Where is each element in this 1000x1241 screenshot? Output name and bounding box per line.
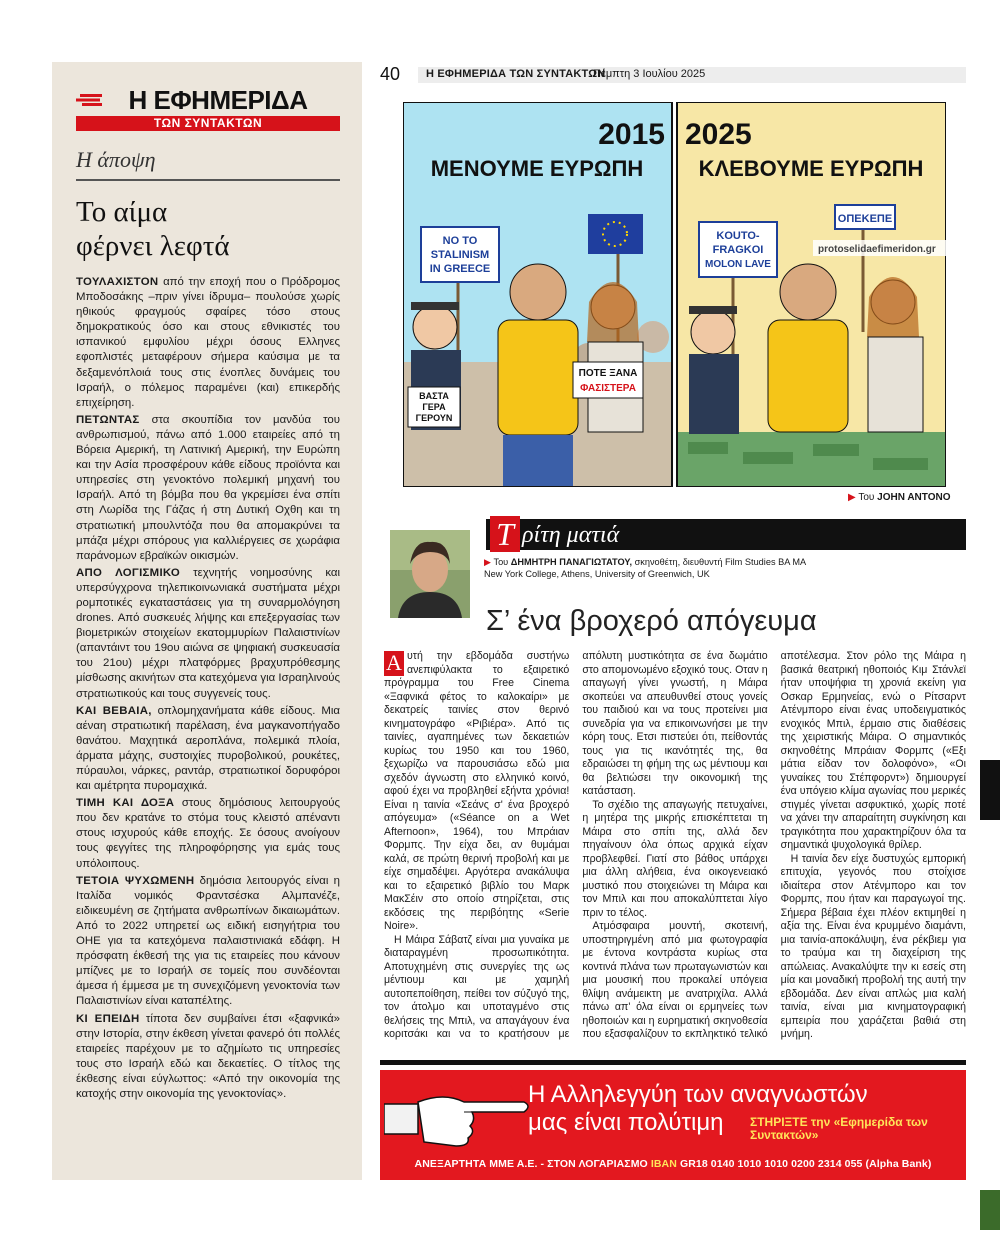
hat	[689, 306, 737, 314]
sign-text: ΓΕΡΟΥΝ	[415, 413, 453, 423]
page-number: 40	[380, 64, 401, 84]
paper-name: Η ΕΦΗΜΕΡΙΔΑ ΤΩΝ ΣΥΝΤΑΚΤΩΝ	[426, 68, 606, 80]
banknote	[813, 444, 859, 456]
old-man-figure	[413, 305, 457, 349]
paragraph-text: στους δημόσιους λειτουργούς που δεν κρατάνε το στόμα τους κλειστό απέναντι στους ισχυρούς κάθε εποχής. Σε όσους ανοίγουν τους φεγγίτες της πληροφόρησης για εμάς τους υπόλοιπους.	[76, 797, 341, 870]
paragraph-text: υτή την εβδομάδα συστήνω ανεπιφύλακτα το εξαιρετικό πρόγραμμα του Free Cinema «Ξαφνικά φέτος το καλοκαίρι» με δεκατρείς ταινίες στον θερινό κινηματογράφο «Ριβιέρα». Από τις ταινίες, αγαπημένες των δεκαετιών κυρίως του 1950 και του 1960, ξεχωρίζω να παρουσιάσω εδώ μια σχεδόν άγνωστη στο ελληνικό κοινό, αφού έχει να προβληθεί εξήντα χρόνια! Είναι η ταινία «Σεάνς σ' ένα βροχερό απόγευμα» («Séance on a Wet Afternoon», 1964), του Μπράιαν Φορμπς. Την είχα δει, αν θυμάμαι καλά, σε πρώτη θερινή προβολή και με είχε σημαδέψει. Αργότερα ανακάλυψα και το εξαιρετικό βιβλίο του Μαρκ ΜακΣέιν στο οποίο στηρίζεται, στις εκδόσεις της περιβόητης «Serie Noire».	[384, 650, 570, 932]
opinion-paragraph	[76, 704, 340, 795]
iban-label: IBAN	[650, 1158, 677, 1170]
paragraph-keyword: ΑΠΟ ΛΟΓΙΣΜΙΚΟ	[76, 566, 181, 579]
article-body	[384, 650, 966, 1050]
bank-text: ΑΝΕΞΑΡΤΗΤΑ ΜΜΕ Α.Ε. - ΣΤΟΝ ΛΟΓΑΡΙΑΣΜΟ	[414, 1158, 651, 1170]
paragraph-text: οπλομηχανήματα κάθε είδους. Μια αέναη στρατιωτική παρέλαση, ένα μαγκανοπήγαδο θανάτου. Μαχητικά αεροπλάνα, πολεμικά πλοία, άρματα μάχης, συστοιχίες πυροβολικού, ρουκέτες, πύραυλοι, νάρκες, ραντάρ, στρατιωτικοί δορυφόροι και αμέτρητα πυρομαχικά.	[76, 704, 340, 793]
left-year: 2015	[598, 118, 665, 151]
opinion-headline	[76, 195, 340, 263]
side-date-tab	[980, 760, 1000, 820]
ad-rule	[380, 1060, 966, 1065]
sign-text: MOLON LAVE	[705, 259, 771, 270]
article-paragraph: Η Μάιρα Σάβατζ είναι μια γυναίκα με διαταραγμένη προσωπικότητα. Αποτυχημένη στις συνεργίες της ως μέντιουμ και με χαμηλή αυτοπεποίθηση, πείθει τον σύζυγό της, τον άτολμο και υποταγμένο στις θελήσεις της Μπιλ, να απαγάγουν ένα κοριτσάκι και να το κρατήσουν με απόλυτη μυστικότητα σε ένα δωμάτιο στο απομονωμένο εξοχικό τους. Οταν η απαγωγή γίνει γνωστή, η Μάιρα σκοπεύει να απευθυνθεί στους γονείς του παιδιού και να τους προτείνει μια συνεδρία για να επικοινωνήσει με την κόρη τους. Ετσι πιστεύει ότι, πείθοντάς τους για τις ικανότητές της, θα εδραιώσει τη φήμη της ως μέντιουμ και θα βελτιώσει την οικονομική της κατάσταση.	[384, 650, 768, 1040]
article-headline: Σ’ ένα βροχερό απόγευμα	[486, 605, 817, 637]
paragraph-text: στα σκουπίδια τον μανδύα του ανθρωπισμού, πάνω από 1.000 εταιρείες από τη Βόρεια Αμερική, τη Λατινική Αμερική, την Ευρώπη και την Ασία προσφέρουν κάθε είδους προϊόντα και υπηρεσίες στη γενοκτόνο πολεμική μηχανή του Ισραήλ. Από τη βόμβα που θα γκρεμίσει ένα σπίτι στη Λωρίδα της Γάζας ή στη Δυτική Οχθη και τη στρατιωτική μπουλντόζα που θα απομακρύνει τα μπάζα μέχρι σπόρους για καλλιέργειες σε χωράφια παράνομων εβραϊκών οικισμών.	[76, 413, 340, 562]
opinion-paragraph	[76, 1012, 340, 1103]
arrow-icon: ▶	[848, 492, 856, 503]
paragraph-keyword: ΚΙ ΕΠΕΙΔΗ	[76, 1012, 140, 1025]
suit	[689, 354, 739, 434]
paragraph-keyword: ΠΕΤΩΝΤΑΣ	[76, 413, 140, 426]
sign-text: FRAGKOI	[712, 244, 764, 256]
article-paragraph: Ατμόσφαιρα μουντή, σκοτεινή, υποστηριγμένη από μια φωτογραφία με έντονα κοντράστα κυρίως στα κοντινά πλάνα των πρωταγωνιστών και μια μουσική που προκαλεί υπόγεια θλίψη ανάμεικτη με ανατριχίλα. Αλλά πάνω απ' όλα είναι οι ερμηνείες των ηθοποιών και η ευρηματική σκηνοθεσία που εξασφαλίζουν το εκπληκτικό τελικό αποτέλεσμα. Στον ρόλο της Μάιρα η βασικά θεατρική ηθοποιός Κιμ Στάνλεϊ ήταν υποψήφια τη χρονιά εκείνη για Οσκαρ Ερμηνείας, ενώ ο Ρίτσαρντ Ατένμπορο είναι ένας υποδειγματικός ενοχικός Μπιλ, έρμαιο στις διαθέσεις της χειριστικής Μάιρα. Ο σημαντικός σκηνοθέτης Μπράιαν Φορμπς («Εξι μάτια είδαν τον δολοφόνο», «Οι γυναίκες του Στέπφορντ») δημιουργεί ένα υπόγειο κλίμα αγωνίας που μερικές στιγμές γίνεται ασφυκτικό, χωρίς ποτέ να χάνει την απαραίτητη συγκίνηση και τραγικότητα που χαρακτηρίζουν όλα τα σημαντικά ψυχολογικά θρίλερ.	[582, 650, 966, 1040]
banknote	[688, 442, 728, 454]
paragraph-text: τεχνητής νοημοσύνης και υπερσύγχρονα τηλεπικοινωνιακά συστήματα μέχρι ρομποτικές εγκαταστάσεις για τη συναρμολόγηση drones. Από συσκευές λήψης και επεξεργασίας των βιομετρικών στοιχείων εκατομμυρίων Παλαιστινίων (απαντάιντ του 19ου αιώνα σε ψηφιακή συσκευασία του 21ου) μέχρι πλατφόρμες βραχυπρόθεσμης μίσθωσης ακινήτων στα κατεχόμενα για Ισραηλινούς στρατιωτικούς και τους συγγενείς τους.	[76, 566, 340, 700]
headline-line-1: Το αίμα	[76, 196, 168, 228]
sign-text: STALINISM	[430, 249, 490, 261]
right-caption: ΚΛΕΒΟΥΜΕ ΕΥΡΩΠΗ	[698, 156, 924, 181]
paragraph-keyword: ΤΟΥΛΑΧΙΣΤΟΝ	[76, 276, 159, 288]
eu-flag	[588, 214, 643, 254]
ad-support-text: ΣΤΗΡΙΞΤΕ την «Εφημερίδα των Συντακτών»	[750, 1115, 928, 1142]
ad-title: Η Αλληλεγγύη των αναγνωστών	[528, 1081, 868, 1108]
article-paragraph: Το σχέδιο της απαγωγής πετυχαίνει, η μητέρα της μικρής επισκέπτεται τη Μάιρα στο σπίτι της, αλλά δεν πηγαίνουν όλα όπως αρχικά είχαν προβλεφθεί. Γιατί στο βάθος υπάρχει μια άλλη αλήθεια, ένα οικογενειακό μυστικό που στοιχειώνει τη Μάιρα και τον Μπιλ και που αποκαλύπτεται λίγο πριν το τέλος.	[582, 798, 768, 919]
opinion-column	[52, 62, 362, 1180]
opinion-paragraph	[76, 275, 340, 411]
sign-text: IN GREECE	[429, 263, 491, 275]
article-paragraph: Η ταινία δεν είχε δυστυχώς εμπορική επιτυχία, γεγονός που στοίχισε ιδιαίτερα στον Ατένμπορο και τον Φορμπς, που ήταν και παραγωγοί της. Σήμερα βέβαια έχει πλέον εκτιμηθεί η αξία της. Είναι ένα κρυμμένο διαμάντι, μια ταινία-αποκάλυψη, ένα ρέκβιεμ για το τραύμα και τη διαχείριση της απώλειας. Ανακαλύψτε την κι εσείς στη μία και μοναδική προβολή της αυτή την εβδομάδα. Δεν είναι απλώς μια καλή ταινία, είναι μια κινηματογραφική εμπειρία που χαράζεται βαθιά στη μνήμη.	[780, 852, 966, 1040]
article-paragraph	[384, 650, 569, 934]
sign-text: ΓΕΡΑ	[422, 402, 446, 412]
pointing-hand-icon	[384, 1076, 534, 1156]
cuff	[384, 1104, 418, 1134]
page-header	[378, 64, 966, 86]
sign-text: KOUTO-	[716, 230, 760, 242]
ad-bank-details	[380, 1158, 966, 1170]
masthead-logo	[76, 86, 340, 131]
opinion-paragraph	[76, 874, 340, 1010]
cartoonist-name: JOHN ANTONO	[877, 492, 951, 503]
author-name: ΔΗΜΗΤΡΗ ΠΑΝΑΓΙΩΤΑΤΟΥ,	[510, 557, 633, 567]
bald-man-figure	[780, 264, 836, 320]
left-caption: ΜΕΝΟΥΜΕ ΕΥΡΩΠΗ	[430, 156, 644, 181]
issue-date: Πέμπτη 3 Ιουλίου 2025	[593, 68, 706, 80]
ad-subtitle: μας είναι πολύτιμη	[528, 1109, 724, 1136]
drop-cap: Α	[384, 651, 404, 676]
author-prefix: Του	[493, 557, 511, 567]
sign-text: ΦΑΣΙΣΤΕΡΑ	[580, 383, 636, 394]
section-title: ρίτη ματιά	[522, 522, 620, 548]
section-initial: Τ	[490, 516, 520, 552]
side-green-tab	[980, 1190, 1000, 1230]
masthead-subtitle: ΤΩΝ ΣΥΝΤΑΚΤΩΝ	[76, 116, 340, 131]
blouse	[868, 337, 923, 432]
old-man-figure	[691, 310, 735, 354]
author-bio: σκηνοθέτη, διευθυντή Film Studies BA MA New York College, Athens, University of Greenwich, UK	[484, 557, 806, 579]
author-portrait	[390, 530, 470, 618]
sign-text: ΠΟΤΕ ΞΑΝΑ	[578, 368, 638, 379]
political-cartoon	[403, 102, 946, 487]
headline-line-2: φέρνει λεφτά	[76, 230, 230, 262]
solidarity-ad[interactable]	[380, 1070, 966, 1180]
right-year: 2025	[685, 118, 752, 151]
paragraph-keyword: ΤΙΜΗ ΚΑΙ ΔΟΞΑ	[76, 797, 175, 810]
bald-man-figure	[510, 264, 566, 320]
paragraph-text: από την εποχή που ο Πρόδρομος Μποδοσάκης –πριν γίνει ίδρυμα– πουλούσε χωρίς ηθικούς φραγμούς σφαίρες τόσο στους δημοκρατικούς όσο και στους εθνικιστές του ισπανικού εμφυλίου μέχρι όσους Ελληνες εφοπλιστές μεταφέρουν σήμερα καύσιμα με τα δεξαμενόπλοιά τους στις ένοπλες δυνάμεις του Ισραήλ, ο πόλεμος παραμένει (και) επικερδής επιχείρηση.	[76, 276, 340, 409]
hat	[411, 302, 459, 310]
yellow-shirt	[498, 320, 578, 435]
paragraph-text: δημόσια λειτουργός είναι η Ιταλίδα νομικός Φραντσέσκα Αλμπανέζε, ειδικευμένη σε ζητήματα ανθρωπίνων δικαιωμάτων. Από το 2022 υπηρετεί ως ειδική εισηγήτρια του ΟΗΕ για τα κατεχόμενα παλαιστινιακά εδάφη. Η πρόσφατη έκθεσή της για τις εταιρείες που κάνουν μπίζνες με το Ισραήλ σε τομείς που συνδέονται άμεσα ή έμμεσα με τη συνεχιζόμενη γενοκτονία των Παλαιστινίων είναι καταπέλτης.	[76, 874, 340, 1008]
section-label: Η άποψη	[76, 143, 340, 181]
hand	[418, 1097, 528, 1146]
paragraph-keyword: ΤΕΤΟΙΑ ΨΥΧΩΜΕΝΗ	[76, 874, 195, 887]
jeans	[503, 435, 573, 486]
cartoon-credit	[848, 492, 950, 503]
credit-prefix: Του	[858, 492, 878, 503]
paragraph-keyword: ΚΑΙ ΒΕΒΑΙΑ,	[76, 704, 152, 717]
sign-text: ΟΠΕΚΕΠΕ	[837, 213, 893, 225]
masthead-title: Η ΕΦΗΜΕΡΙΔΑ	[128, 85, 308, 115]
banknote	[743, 452, 793, 464]
paragraph-text: τίποτα δεν συμβαίνει έτσι «ξαφνικά» στην Ιστορία, στην έκθεση γίνεται φανερό ότι πολλές εταιρείες παρέχουν με το αζημίωτο τις υπηρεσίες τους στο Ισραήλ εδώ και δεκαετίες. Ο τίτλος της έκθεσης είναι εύγλωττος: «Από την οικονομία της κατοχής στην οικονομία της γενοκτονίας».	[76, 1012, 340, 1100]
sign-text: ΒΑΣΤΑ	[419, 391, 449, 401]
opinion-paragraph	[76, 566, 340, 702]
opinion-paragraph	[76, 796, 340, 871]
arrow-icon: ▶	[484, 557, 492, 567]
sign-text: NO TO	[442, 235, 478, 247]
author-byline	[484, 556, 824, 580]
banknote	[873, 458, 928, 470]
yellow-shirt	[768, 320, 848, 432]
speed-lines-icon	[76, 94, 104, 106]
opinion-paragraph	[76, 413, 340, 564]
iban-value: GR18 0140 1010 1010 0200 2314 055 (Alpha Bank)	[676, 1158, 932, 1170]
watermark: protoselidaefimeridon.gr	[818, 244, 936, 255]
